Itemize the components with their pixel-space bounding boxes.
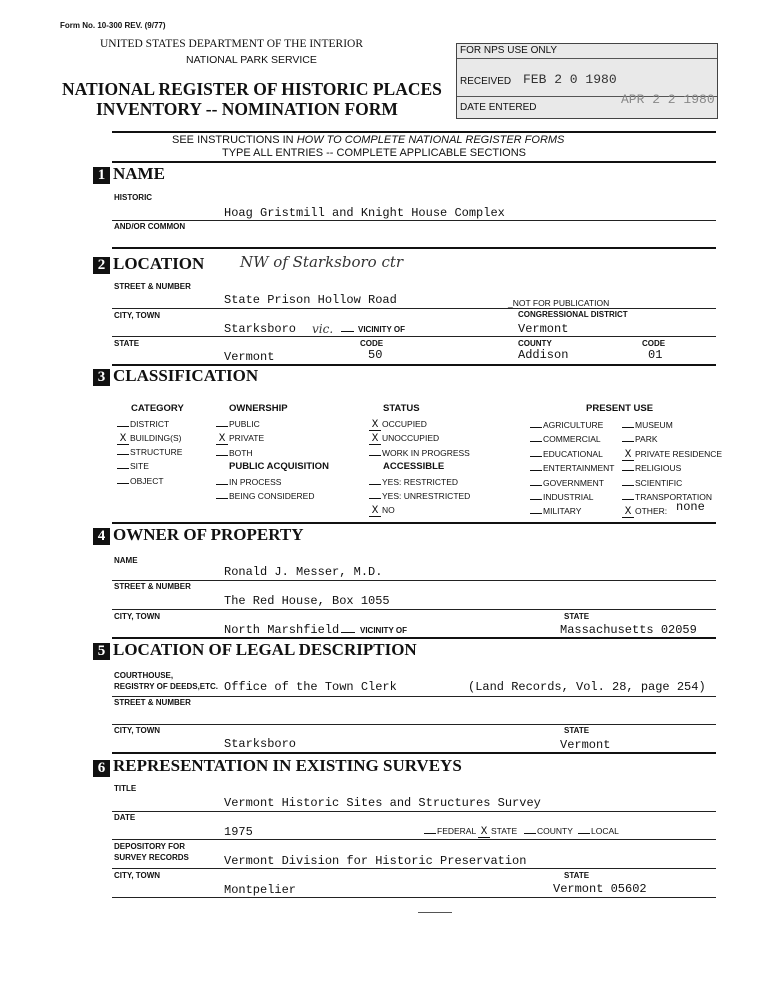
survey-date-value: 1975 xyxy=(224,825,253,839)
use-entertainment-option[interactable]: ENTERTAINMENT xyxy=(530,463,614,473)
registry-value: Office of the Town Clerk xyxy=(224,680,397,694)
street-number-label: STREET & NUMBER xyxy=(114,282,191,291)
status-work-in-progress-option[interactable]: WORK IN PROGRESS xyxy=(369,448,470,458)
category-buildings-option[interactable]: X BUILDING(S) xyxy=(117,433,181,445)
use-private-residence-option[interactable]: X PRIVATE RESIDENCE xyxy=(622,449,722,461)
use-industrial-option[interactable]: INDUSTRIAL xyxy=(530,492,594,502)
instructions-line2: TYPE ALL ENTRIES -- COMPLETE APPLICABLE SECTIONS xyxy=(222,147,527,159)
use-transportation-option[interactable]: TRANSPORTATION xyxy=(622,492,712,502)
date-entered-label: DATE ENTERED xyxy=(460,102,537,113)
county-code-label: CODE xyxy=(642,339,666,348)
section-title-owner: OWNER OF PROPERTY xyxy=(113,525,304,544)
legal-street-label: STREET & NUMBER xyxy=(114,698,191,707)
use-other-value: none xyxy=(676,500,705,514)
accessible-restricted-option[interactable]: YES: RESTRICTED xyxy=(369,477,458,487)
status-unoccupied-option[interactable]: X UNOCCUPIED xyxy=(369,433,439,445)
owner-name-value: Ronald J. Messer, M.D. xyxy=(224,565,383,579)
nps-heading: FOR NPS USE ONLY xyxy=(460,45,558,56)
legal-state-value: Vermont xyxy=(560,738,611,752)
public-acquisition-heading: PUBLIC ACQUISITION xyxy=(229,461,329,472)
survey-local-option[interactable]: LOCAL xyxy=(578,826,619,836)
use-agriculture-option[interactable]: AGRICULTURE xyxy=(530,420,603,430)
status-heading: STATUS xyxy=(383,403,420,414)
depository-value: Vermont Division for Historic Preservation xyxy=(224,854,527,868)
section-number-1: 1 xyxy=(93,167,110,184)
county-value: Addison xyxy=(518,348,569,362)
county-label: COUNTY xyxy=(518,339,552,348)
use-scientific-option[interactable]: SCIENTIFIC xyxy=(622,478,682,488)
department-name: UNITED STATES DEPARTMENT OF THE INTERIOR xyxy=(100,38,364,50)
owner-vicinity-label: VICINITY OF xyxy=(360,626,407,635)
category-structure-option[interactable]: STRUCTURE xyxy=(117,447,182,457)
category-heading: CATEGORY xyxy=(131,403,184,414)
congressional-district-value: Vermont xyxy=(518,322,569,336)
acquisition-in-process-option[interactable]: IN PROCESS xyxy=(216,477,281,487)
nps-use-only-box xyxy=(456,43,718,119)
received-label: RECEIVED xyxy=(460,76,512,87)
not-for-publication-option: _NOT FOR PUBLICATION xyxy=(508,298,610,308)
accessible-heading: ACCESSIBLE xyxy=(383,461,445,472)
survey-date-label: DATE xyxy=(114,813,136,822)
state-code-value: 50 xyxy=(368,348,383,362)
congressional-district-label: CONGRESSIONAL DISTRICT xyxy=(518,310,628,319)
section-title-classification: CLASSIFICATION xyxy=(113,366,259,385)
owner-state-label: STATE xyxy=(564,612,590,621)
legal-state-label: STATE xyxy=(564,726,590,735)
depository-state-label: STATE xyxy=(564,871,590,880)
accessible-unrestricted-option[interactable]: YES: UNRESTRICTED xyxy=(369,491,470,501)
use-educational-option[interactable]: EDUCATIONAL xyxy=(530,449,603,459)
owner-city-label: CITY, TOWN xyxy=(114,612,161,621)
common-name-label: AND/OR COMMON xyxy=(114,222,186,231)
service-name: NATIONAL PARK SERVICE xyxy=(186,54,317,66)
depository-city-label: CITY, TOWN xyxy=(114,871,161,880)
state-value: Vermont xyxy=(224,350,275,364)
use-religious-option[interactable]: RELIGIOUS xyxy=(622,463,681,473)
date-entered-stamp: APR 2 2 1980 xyxy=(621,92,715,107)
use-park-option[interactable]: PARK xyxy=(622,434,658,444)
survey-federal-option[interactable]: FEDERAL xyxy=(424,826,476,836)
owner-street-value: The Red House, Box 1055 xyxy=(224,594,390,608)
depository-label-line2: SURVEY RECORDS xyxy=(114,853,189,862)
ownership-heading: OWNERSHIP xyxy=(229,403,288,414)
section-number-2: 2 xyxy=(93,257,110,274)
depository-label-line1: DEPOSITORY FOR xyxy=(114,842,185,851)
category-site-option[interactable]: SITE xyxy=(117,461,149,471)
form-title-line1: NATIONAL REGISTER OF HISTORIC PLACES xyxy=(62,79,442,99)
survey-title-value: Vermont Historic Sites and Structures Survey xyxy=(224,796,541,810)
form-number: Form No. 10-300 REV. (9/77) xyxy=(60,21,166,30)
courthouse-label: COURTHOUSE, xyxy=(114,671,174,680)
use-museum-option[interactable]: MUSEUM xyxy=(622,420,673,430)
use-commercial-option[interactable]: COMMERCIAL xyxy=(530,434,601,444)
section-title-surveys: REPRESENTATION IN EXISTING SURVEYS xyxy=(113,756,462,775)
registry-note: (Land Records, Vol. 28, page 254) xyxy=(468,680,706,694)
ownership-both-option[interactable]: BOTH xyxy=(216,448,253,458)
present-use-heading: PRESENT USE xyxy=(586,403,654,414)
section-number-6: 6 xyxy=(93,760,110,777)
state-label: STATE xyxy=(114,339,140,348)
registry-label: REGISTRY OF DEEDS,ETC. xyxy=(114,682,219,691)
legal-city-label: CITY, TOWN xyxy=(114,726,161,735)
section-title-name: NAME xyxy=(113,164,165,183)
use-military-option[interactable]: MILITARY xyxy=(530,506,581,516)
survey-state-option[interactable]: X STATE xyxy=(478,826,517,838)
city-value: Starksboro xyxy=(224,322,297,336)
historic-label: HISTORIC xyxy=(114,193,153,202)
historic-name-value: Hoag Gristmill and Knight House Complex xyxy=(224,206,505,220)
vicinity-of-label: VICINITY OF xyxy=(358,325,405,334)
received-stamp: FEB 2 0 1980 xyxy=(523,72,617,87)
section-title-legal-description: LOCATION OF LEGAL DESCRIPTION xyxy=(113,640,417,659)
depository-state-value: Vermont 05602 xyxy=(553,882,647,896)
survey-county-option[interactable]: COUNTY xyxy=(524,826,573,836)
state-code-label: CODE xyxy=(360,339,384,348)
category-object-option[interactable]: OBJECT xyxy=(117,476,164,486)
category-district-option[interactable]: DISTRICT xyxy=(117,419,169,429)
location-handwritten-note: NW of Starksboro ctr xyxy=(240,253,404,271)
section-number-3: 3 xyxy=(93,369,110,386)
legal-city-value: Starksboro xyxy=(224,737,297,751)
city-handwritten-vic: vic. xyxy=(312,322,334,336)
ownership-public-option[interactable]: PUBLIC xyxy=(216,419,260,429)
use-government-option[interactable]: GOVERNMENT xyxy=(530,478,604,488)
city-town-label: CITY, TOWN xyxy=(114,311,161,320)
survey-title-label: TITLE xyxy=(114,784,137,793)
ownership-private-option[interactable]: X PRIVATE xyxy=(216,433,264,445)
county-code-value: 01 xyxy=(648,348,663,362)
owner-name-label: NAME xyxy=(114,556,138,565)
depository-city-value: Montpelier xyxy=(224,883,297,897)
section-title-location: LOCATION xyxy=(113,254,205,273)
acquisition-being-considered-option[interactable]: BEING CONSIDERED xyxy=(216,491,315,501)
owner-city-value: North Marshfield xyxy=(224,623,340,637)
section-number-4: 4 xyxy=(93,528,110,545)
accessible-no-option[interactable]: X NO xyxy=(369,505,395,517)
owner-street-label: STREET & NUMBER xyxy=(114,582,191,591)
instructions-line1: SEE INSTRUCTIONS IN HOW TO COMPLETE NATIONAL REGISTER FORMS xyxy=(172,134,565,146)
status-occupied-option[interactable]: X OCCUPIED xyxy=(369,419,427,431)
form-title-line2: INVENTORY -- NOMINATION FORM xyxy=(96,99,398,119)
use-other-option[interactable]: X OTHER: xyxy=(622,506,667,518)
section-number-5: 5 xyxy=(93,643,110,660)
owner-state-value: Massachusetts 02059 xyxy=(560,623,697,637)
street-value: State Prison Hollow Road xyxy=(224,293,397,307)
